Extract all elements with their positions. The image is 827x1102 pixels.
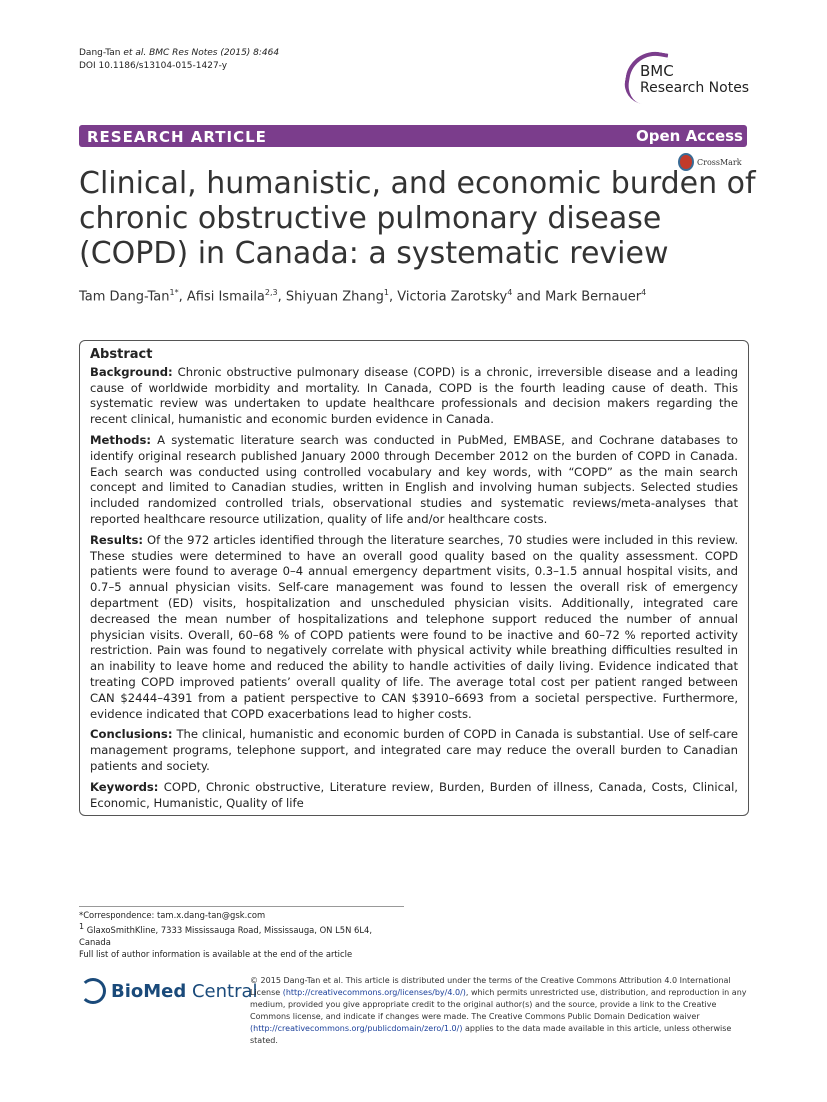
citation-authors: Dang-Tan <box>79 48 121 58</box>
abstract-section-label: Background: <box>90 364 173 379</box>
license-text <box>250 975 750 1047</box>
journal-logo-line1: BMC <box>640 62 674 80</box>
abstract-section-text: The clinical, humanistic and economic burden of COPD in Canada is substantial. Use of self-care management programs, telephone support, and integrated care may reduce the overall burden to Canadian patients and society. <box>90 727 738 773</box>
license-part3: applies to the data made available in this article, unless otherwise stated. <box>250 1024 732 1045</box>
citation-journal: BMC Res Notes <box>149 48 218 58</box>
author-affiliation-sup: 2,3 <box>264 288 278 297</box>
citation-header <box>79 47 279 73</box>
author-name: Victoria Zarotsky <box>397 289 508 305</box>
author-name: Tam Dang-Tan <box>79 289 170 305</box>
author-info-note: Full list of author information is available at the end of the article <box>79 948 353 959</box>
abstract-section-label: Conclusions: <box>90 727 173 742</box>
author-list <box>79 288 646 304</box>
publisher-bold: BioMed <box>111 980 187 1002</box>
author-separator: and <box>512 289 546 305</box>
author-affiliation-sup: 1* <box>169 288 179 297</box>
license-part2: , which permits unrestricted use, distribution, and reproduction in any medium, provided you give appropriate credit to the original author(s) and the source, provide a link to the Creative Commons license, and indicate if changes were made. The Creative Commons Public Domain Dedication waiver <box>250 988 747 1021</box>
abstract-section <box>90 533 738 723</box>
author-affiliation-sup: 4 <box>641 288 647 297</box>
publisher-logo <box>80 978 258 1004</box>
abstract-section <box>90 727 738 774</box>
author-separator: , <box>388 289 398 305</box>
abstract-heading: Abstract <box>90 347 153 362</box>
affiliation-sup: 1 <box>79 922 85 931</box>
publisher-rest: Central <box>186 980 258 1002</box>
author-name: Afisi Ismaila <box>186 289 265 305</box>
correspondence: *Correspondence: tam.x.dang-tan@gsk.com <box>79 910 266 920</box>
footnote-divider <box>79 906 404 907</box>
abstract-box <box>79 340 749 816</box>
abstract-section <box>90 433 738 528</box>
footnotes <box>79 909 379 960</box>
abstract-section-text: A systematic literature search was conducted in PubMed, EMBASE, and Cochrane databases to identify original research published January 2000 through December 2012 on the burden of COPD in Canada. Each search was conducted using controlled vocabulary and key words, with “COPD” as the main search concept and limited to Canadian studies, written in English and involving human subjects. Selected studies included randomized controlled trials, observational studies and systematic reviews/meta-analyses that reported healthcare resource utilization, quality of life and/or healthcare costs. <box>90 432 738 526</box>
journal-logo <box>626 50 751 106</box>
biomed-circle-icon <box>80 978 106 1004</box>
author-separator: , <box>178 289 187 305</box>
abstract-section-text: COPD, Chronic obstructive, Literature review, Burden, Burden of illness, Canada, Costs, Clinical, Economic, Humanistic, Quality of life <box>90 779 738 810</box>
abstract-section-text: Chronic obstructive pulmonary disease (COPD) is a chronic, irreversible disease and a leading cause of worldwide morbidity and mortality. In Canada, COPD is the fourth leading cause of death. This systematic review was undertaken to update healthcare professionals and decision makers regarding the recent clinical, humanistic and economic burden evidence in Canada. <box>90 364 739 427</box>
article-type-banner <box>79 125 747 147</box>
citation-rest: (2015) 8:464 <box>220 48 280 58</box>
license-link-by[interactable]: (http://creativecommons.org/licenses/by/4.0/) <box>282 988 466 997</box>
article-title: Clinical, humanistic, and economic burden of chronic obstructive pulmonary disease (COPD) in Canada: a systematic review <box>79 166 756 271</box>
doi: DOI 10.1186/s13104-015-1427-y <box>79 61 228 71</box>
abstract-section-text: Of the 972 articles identified through the literature searches, 70 studies were included in this review. These studies were determined to have an overall good quality based on the quality assessment. COPD patients were found to average 0–4 annual emergency department visits, 0.3–1.5 annual hospital visits, and 0.7–5 annual physician visits. Self-care management was found to lessen the overall risk of emergency department (ED) visits, hospitalization and unscheduled physician visits. Additionally, integrated care decreased the mean number of hospitalizations and telephone support reduced the number of annual physician visits. Overall, 60–68 % of COPD patients were found to be inactive and 60–72 % reported activity restriction. Pain was found to negatively correlate with physical activity while breathing difficulties resulted in an inability to leave home and reduced the ability to handle activities of daily living. Evidence indicated that treating COPD improved patients’ overall quality of life. The average total cost per patient ranged between CAN $2444–4391 from a patient perspective to CAN $3910–6693 from a societal perspective. Furthermore, evidence indicated that COPD exacerbations lead to higher costs. <box>90 532 739 721</box>
abstract-section-label: Results: <box>90 532 143 547</box>
author-affiliation-sup: 1 <box>383 288 389 297</box>
author-name: Shiyuan Zhang <box>285 289 384 305</box>
abstract-section <box>90 365 738 428</box>
license-link-zero[interactable]: (http://creativecommons.org/publicdomain/zero/1.0/) <box>250 1024 463 1033</box>
journal-logo-line2: Research Notes <box>640 80 750 96</box>
citation-etal: et al. <box>123 48 147 58</box>
abstract-section-label: Methods: <box>90 432 151 447</box>
author-affiliation-sup: 4 <box>507 288 513 297</box>
affiliation: GlaxoSmithKline, 7333 Mississauga Road, Mississauga, ON L5N 6L4, Canada <box>79 924 373 947</box>
abstract-section <box>90 780 738 812</box>
abstract-section-label: Keywords: <box>90 779 159 794</box>
article-type: RESEARCH ARTICLE <box>87 128 267 146</box>
open-access-label: Open Access <box>636 127 743 145</box>
crossmark-label: CrossMark <box>697 157 742 167</box>
author-separator: , <box>277 289 286 305</box>
license-part1: © 2015 Dang-Tan et al. This article is distributed under the terms of the Creative Commons Attribution 4.0 International License <box>250 976 731 997</box>
author-name: Mark Bernauer <box>545 289 642 305</box>
